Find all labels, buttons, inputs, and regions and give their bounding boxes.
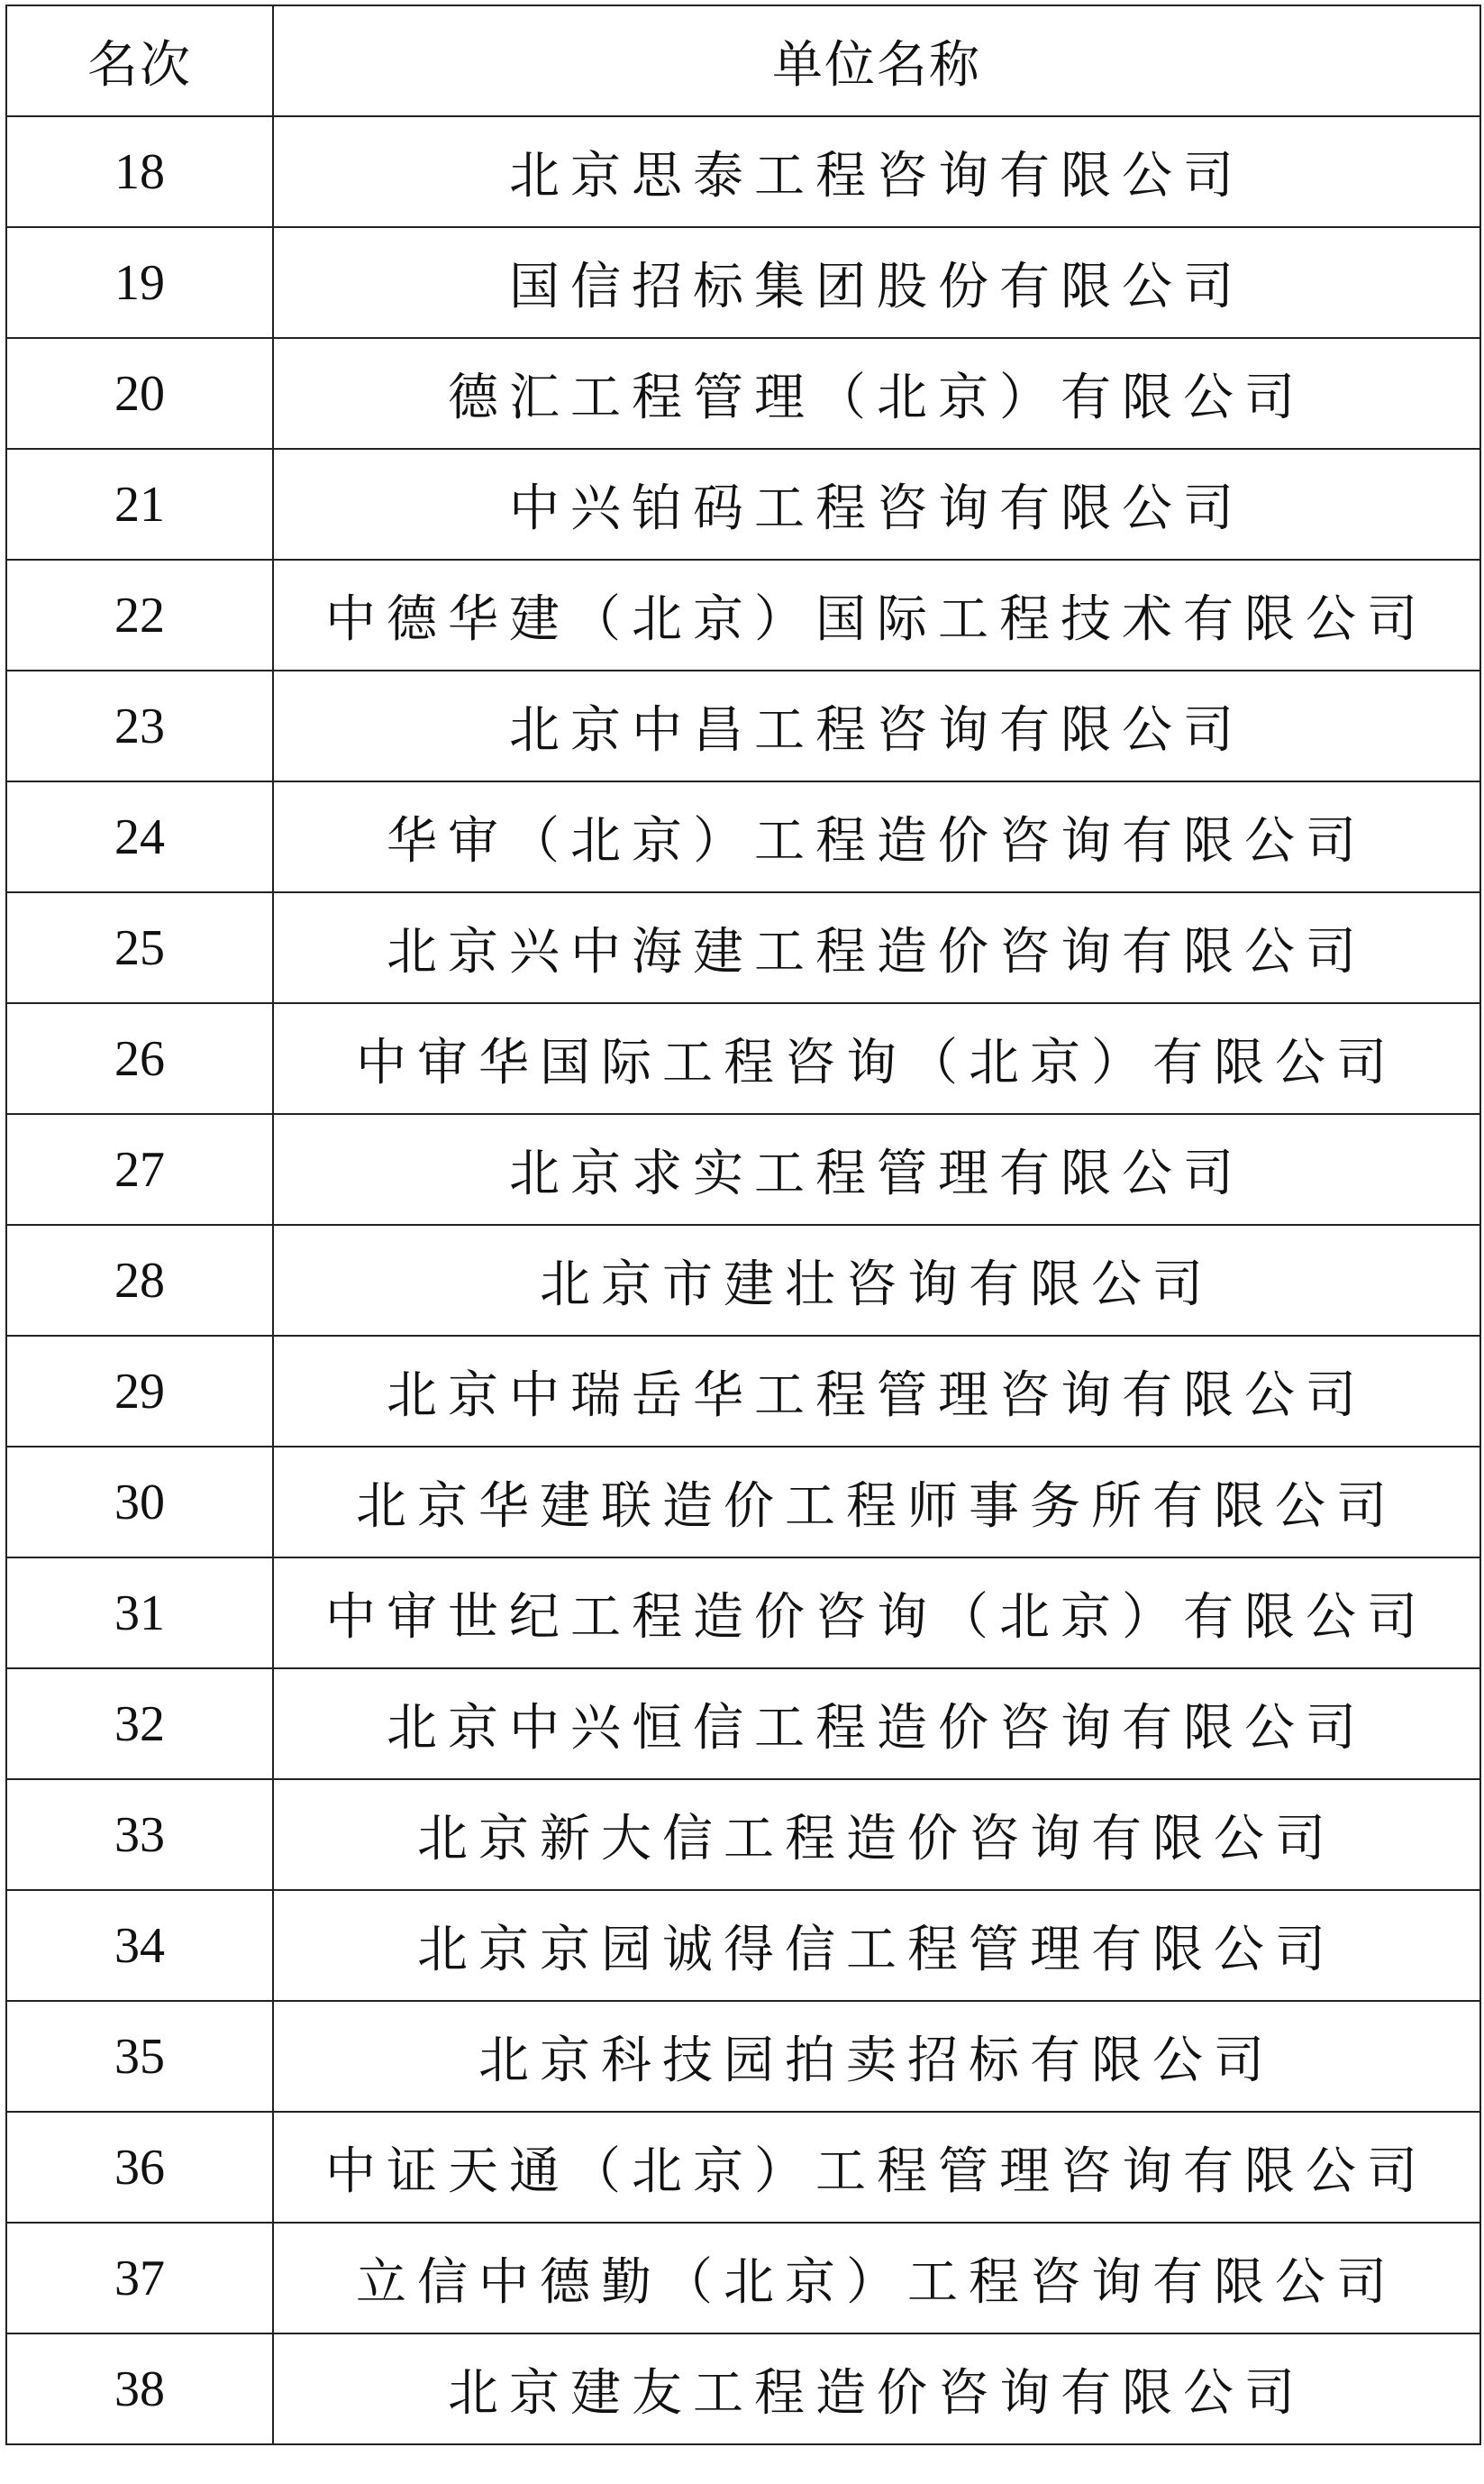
table-row [6, 2333, 1480, 2444]
rank-cell: 34 [6, 1890, 273, 2001]
unit-name-cell: 华审（北京）工程造价咨询有限公司 [273, 781, 1480, 892]
table-row [6, 892, 1480, 1003]
rank-cell: 31 [6, 1557, 273, 1668]
table-row [6, 1890, 1480, 2001]
rank-cell: 33 [6, 1779, 273, 1890]
unit-name-cell: 北京求实工程管理有限公司 [273, 1114, 1480, 1225]
rank-cell: 27 [6, 1114, 273, 1225]
rank-cell: 30 [6, 1447, 273, 1557]
unit-name-cell: 中证天通（北京）工程管理咨询有限公司 [273, 2112, 1480, 2223]
unit-name-cell: 立信中德勤（北京）工程咨询有限公司 [273, 2223, 1480, 2333]
unit-name-cell: 中审世纪工程造价咨询（北京）有限公司 [273, 1557, 1480, 1668]
rank-cell: 23 [6, 671, 273, 781]
table-row [6, 2001, 1480, 2112]
table-row [6, 116, 1480, 227]
table-row [6, 560, 1480, 671]
unit-name-cell: 北京中昌工程咨询有限公司 [273, 671, 1480, 781]
unit-name-cell: 北京兴中海建工程造价咨询有限公司 [273, 892, 1480, 1003]
table-row [6, 1779, 1480, 1890]
unit-name-cell: 北京建友工程造价咨询有限公司 [273, 2333, 1480, 2444]
rank-cell: 38 [6, 2333, 273, 2444]
ranking-table [5, 5, 1481, 2445]
rank-cell: 21 [6, 449, 273, 560]
table-row [6, 2223, 1480, 2333]
rank-cell: 25 [6, 892, 273, 1003]
header-unit-name: 单位名称 [273, 5, 1480, 116]
header-row [6, 5, 1480, 116]
table-row [6, 338, 1480, 449]
table-row [6, 781, 1480, 892]
unit-name-cell: 中兴铂码工程咨询有限公司 [273, 449, 1480, 560]
table-row [6, 1225, 1480, 1336]
unit-name-cell: 中德华建（北京）国际工程技术有限公司 [273, 560, 1480, 671]
unit-name-cell: 北京思泰工程咨询有限公司 [273, 116, 1480, 227]
rank-cell: 26 [6, 1003, 273, 1114]
unit-name-cell: 北京科技园拍卖招标有限公司 [273, 2001, 1480, 2112]
unit-name-cell: 北京中瑞岳华工程管理咨询有限公司 [273, 1336, 1480, 1447]
table-row [6, 227, 1480, 338]
rank-cell: 37 [6, 2223, 273, 2333]
table-row [6, 1447, 1480, 1557]
rank-cell: 28 [6, 1225, 273, 1336]
table-row [6, 1003, 1480, 1114]
unit-name-cell: 北京新大信工程造价咨询有限公司 [273, 1779, 1480, 1890]
rank-cell: 18 [6, 116, 273, 227]
table-row [6, 449, 1480, 560]
rank-cell: 19 [6, 227, 273, 338]
rank-cell: 32 [6, 1668, 273, 1779]
unit-name-cell: 北京市建壮咨询有限公司 [273, 1225, 1480, 1336]
unit-name-cell: 北京中兴恒信工程造价咨询有限公司 [273, 1668, 1480, 1779]
unit-name-cell: 北京华建联造价工程师事务所有限公司 [273, 1447, 1480, 1557]
rank-cell: 22 [6, 560, 273, 671]
rank-cell: 20 [6, 338, 273, 449]
table-row [6, 1557, 1480, 1668]
unit-name-cell: 北京京园诚得信工程管理有限公司 [273, 1890, 1480, 2001]
unit-name-cell: 中审华国际工程咨询（北京）有限公司 [273, 1003, 1480, 1114]
table-row [6, 1668, 1480, 1779]
table-row [6, 1336, 1480, 1447]
unit-name-cell: 国信招标集团股份有限公司 [273, 227, 1480, 338]
table-row [6, 2112, 1480, 2223]
table-row [6, 1114, 1480, 1225]
rank-cell: 35 [6, 2001, 273, 2112]
unit-name-cell: 德汇工程管理（北京）有限公司 [273, 338, 1480, 449]
header-rank: 名次 [6, 5, 273, 116]
rank-cell: 36 [6, 2112, 273, 2223]
rank-cell: 24 [6, 781, 273, 892]
rank-cell: 29 [6, 1336, 273, 1447]
table-row [6, 671, 1480, 781]
